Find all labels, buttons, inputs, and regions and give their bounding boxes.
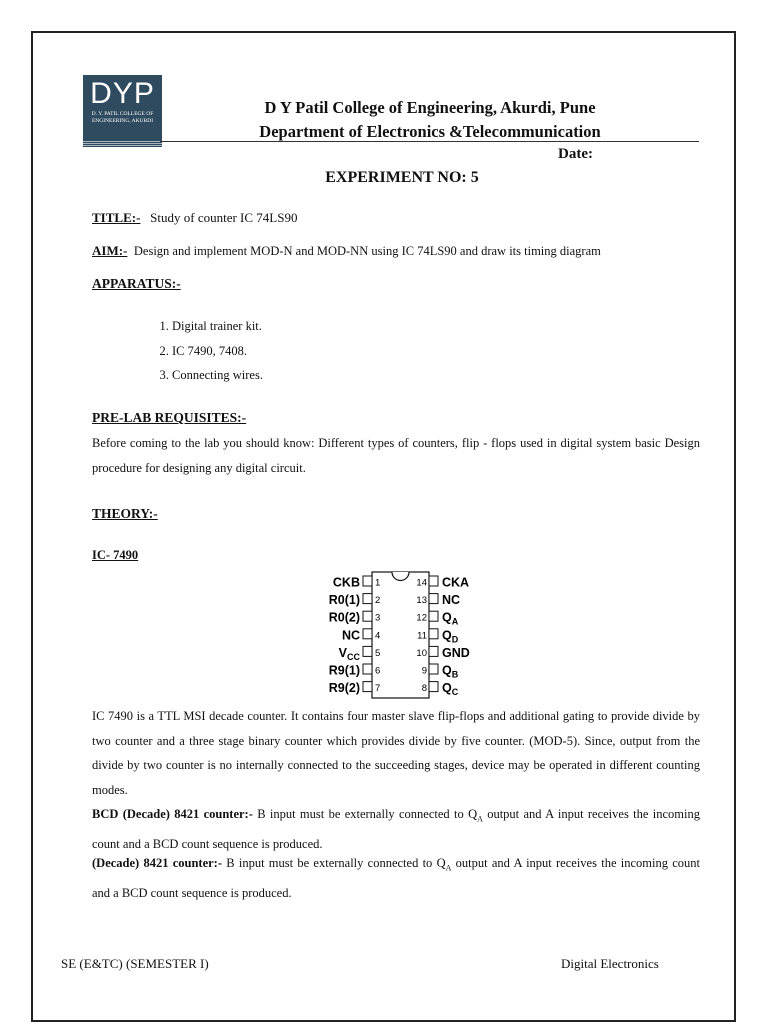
pin-number: 14 (416, 577, 427, 589)
pin-name: R9(1) (328, 663, 360, 678)
apparatus-item: 2. IC 7490, 7408. (172, 339, 263, 364)
pin-number: 5 (375, 647, 381, 659)
pin (429, 646, 438, 656)
pin (363, 594, 372, 604)
pin (363, 576, 372, 586)
apparatus-list (142, 314, 263, 388)
aim-label: AIM:- (92, 243, 128, 258)
bcd-text-before: B input must be externally connected to Q (252, 807, 478, 821)
pin (429, 629, 438, 639)
pin-number: 9 (421, 665, 427, 677)
pin-name: CKA (442, 575, 470, 590)
pin (429, 594, 438, 604)
decade-paragraph (92, 851, 700, 906)
pin-number: 11 (417, 630, 427, 642)
pin-name: $Q_A$ (442, 610, 459, 627)
decade-text-after: output and A input receives the incoming count and a BCD count sequence is produced. (92, 856, 700, 900)
ic-heading: IC- 7490 (92, 548, 139, 562)
experiment-title: EXPERIMENT NO: 5 (325, 169, 479, 186)
pin (363, 611, 372, 621)
pin (429, 664, 438, 674)
decade-sub: A (445, 863, 452, 873)
pin-name: R0(1) (328, 593, 360, 608)
aim-row (92, 239, 601, 263)
document-header (180, 96, 680, 144)
prelab-heading: PRE-LAB REQUISITES:- (92, 410, 247, 425)
pin-name: NC (341, 628, 360, 643)
pin (363, 664, 372, 674)
pin-number: 12 (416, 612, 427, 624)
date-label: Date: (558, 146, 593, 162)
prelab-text: Before coming to the lab you should know: Different types of counters, flip - flops used in digital system basic Design procedure for designing any digital circuit. (92, 436, 700, 475)
bcd-text-after: output and A input receives the incoming count and a BCD count sequence is produced. (92, 807, 700, 851)
apparatus-item: 3. Connecting wires. (172, 363, 263, 388)
header-rule (160, 141, 699, 142)
decade-label: (Decade) 8421 counter:- (92, 856, 222, 870)
logo-mark: DYP (90, 77, 155, 110)
logo-strip (83, 141, 162, 147)
pin-name: $Q_D$ (442, 628, 459, 645)
college-name: D Y Patil College of Engineering, Akurdi, Pune (264, 98, 596, 117)
aim-text: Design and implement MOD-N and MOD-NN using IC 74LS90 and draw its timing diagram (133, 244, 601, 258)
pin-name: R9(2) (328, 681, 360, 696)
pin-number: 7 (375, 683, 381, 695)
pin (429, 611, 438, 621)
pin-number: 3 (375, 612, 381, 624)
college-logo (83, 75, 162, 147)
title-label: TITLE:- (92, 210, 141, 225)
pin-name: NC (442, 593, 461, 608)
apparatus-heading: APPARATUS:- (92, 276, 181, 291)
decade-text-before: B input must be externally connected to Q (222, 856, 446, 870)
title-text: Study of counter IC 74LS90 (150, 210, 298, 225)
bcd-label: BCD (Decade) 8421 counter:- (92, 807, 253, 821)
pin (429, 682, 438, 692)
pin-name: $V_{CC}$ (338, 645, 360, 662)
bcd-paragraph (92, 802, 700, 857)
pin-number: 10 (416, 647, 427, 659)
bcd-sub: A (477, 814, 483, 824)
department-name: Department of Electronics &Telecommunication (259, 122, 601, 141)
pin-number: 8 (421, 683, 427, 695)
title-row (92, 206, 297, 230)
pin-name: R0(2) (328, 610, 360, 625)
pin-number: 2 (375, 595, 381, 607)
pin-number: 13 (416, 595, 427, 607)
pin-name: $Q_B$ (442, 663, 459, 680)
ic-7490-pinout (300, 570, 490, 700)
pin (429, 576, 438, 586)
pin (363, 629, 372, 639)
ic-pinout-diagram (300, 570, 490, 700)
ic-description: IC 7490 is a TTL MSI decade counter. It contains four master slave flip-flops and additional gating to provide divide by two counter and a three stage binary counter which provides divide by five counter. (MOD-5). Since, output from the divide by two counter is no internally connected to the succeeding stages, device may be operated in different counting modes. (92, 709, 700, 797)
pin-number: 6 (375, 665, 381, 677)
theory-heading: THEORY:- (92, 506, 158, 521)
footer-course: SE (E&TC) (SEMESTER I) (61, 956, 209, 971)
pin-number: 4 (375, 630, 381, 642)
pin (363, 682, 372, 692)
footer-subject: Digital Electronics (561, 956, 659, 971)
pin-name: $Q_C$ (442, 681, 459, 698)
pin-number: 1 (375, 577, 381, 589)
pin-name: GND (442, 645, 470, 660)
pin (363, 646, 372, 656)
logo-text: D. Y. PATIL COLLEGE OF ENGINEERING, AKURDI (91, 111, 154, 124)
apparatus-item: 1. Digital trainer kit. (172, 314, 263, 339)
pin-name: CKB (332, 575, 360, 590)
